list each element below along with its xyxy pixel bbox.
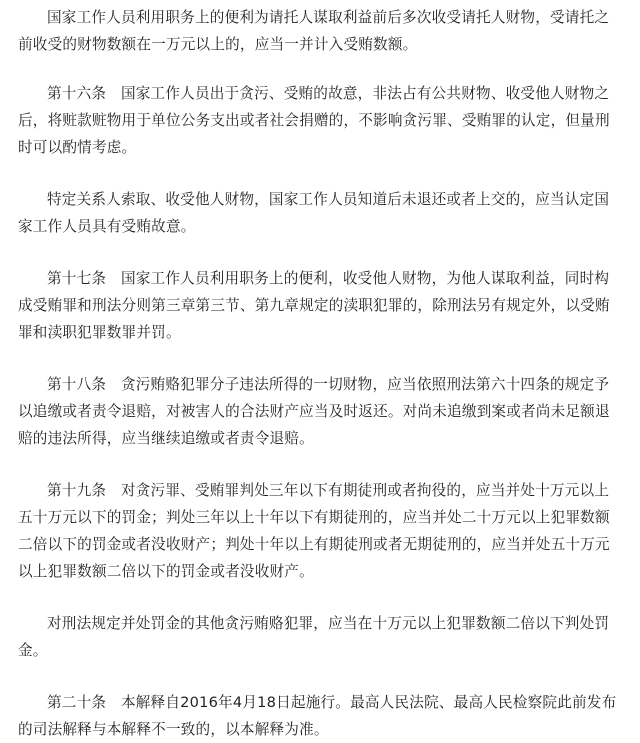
paragraph-fines: 对刑法规定并处罚金的其他贪污贿赂犯罪，应当在十万元以上犯罪数额二倍以下判处罚金。: [18, 615, 610, 659]
paragraph-1: 国家工作人员利用职务上的便利为请托人谋取利益前后多次收受请托人财物，受请托之前收受的财物数额在一万元以上的，应当一并计入受贿数额。: [18, 9, 610, 53]
paragraph-article-19: 第十九条 对贪污罪、受贿罪判处三年以下有期徒刑或者拘役的，应当并处十万元以上五十万元以下的罚金；判处三年以上十年以下有期徒刑的，应当并处二十万元以上犯罪数额二倍以下的罚金或者没收财产；判处十年以上有期徒刑或者无期徒刑的，应当并处五十万元以上犯罪数额二倍以下的罚金或者没收财产。: [18, 482, 610, 580]
paragraph-article-18: 第十八条 贪污贿赂犯罪分子违法所得的一切财物，应当依照刑法第六十四条的规定予以追缴或者责令退赔，对被害人的合法财产应当及时返还。对尚未追缴到案或者尚未足额退赔的违法所得，应当继续追缴或者责令退赔。: [18, 376, 610, 447]
paragraph-article-20: 第二十条 本解释自2016年4月18日起施行。最高人民法院、最高人民检察院此前发布的司法解释与本解释不一致的，以本解释为准。: [18, 694, 617, 738]
paragraph-article-16: 第十六条 国家工作人员出于贪污、受贿的故意，非法占有公共财物、收受他人财物之后，将赃款赃物用于单位公务支出或者社会捐赠的，不影响贪污罪、受贿罪的认定，但量刑时可以酌情考虑。: [18, 85, 610, 156]
paragraph-article-17: 第十七条 国家工作人员利用职务上的便利，收受他人财物，为他人谋取利益，同时构成受贿罪和刑法分则第三章第三节、第九章规定的渎职犯罪的，除刑法另有规定外，以受贿罪和渎职犯罪数罪并罚。: [18, 270, 610, 341]
paragraph-specific-relations: 特定关系人索取、收受他人财物，国家工作人员知道后未退还或者上交的，应当认定国家工作人员具有受贿故意。: [18, 191, 610, 235]
